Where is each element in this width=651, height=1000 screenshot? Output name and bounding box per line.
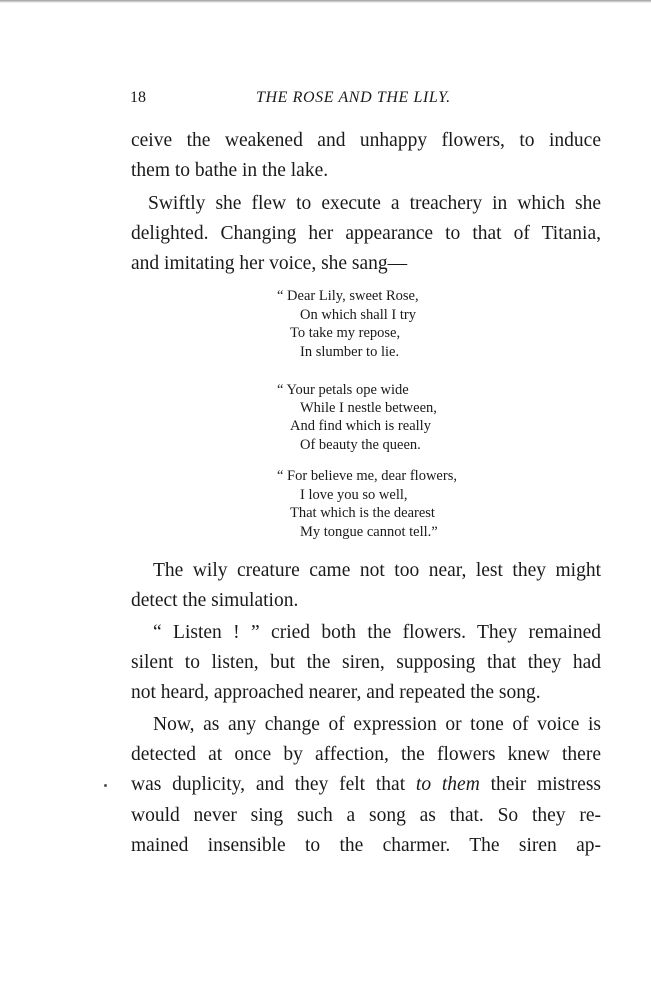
page-header [130,89,600,113]
paragraph-line: ceive the weakened and unhappy flowers, to induce [131,130,601,151]
paragraph-line: detect the simulation. [131,590,299,611]
page-number: 18 [130,89,146,106]
paragraph-line: detected at once by affection, the flowers knew there [131,744,601,765]
page-top-edge [0,0,651,3]
paragraph-line: The wily creature came not too near, lest they might [153,560,601,581]
paragraph-line: “ Listen ! ” cried both the flowers. They remained [153,622,601,643]
paragraph-line [131,774,601,796]
poem-line: And find which is really [290,418,431,434]
paragraph-line: would never sing such a song as that. So they re- [131,805,601,826]
paragraph-line: mained insensible to the charmer. The siren ap- [131,835,601,856]
poem-line: Of beauty the queen. [300,437,421,453]
running-title: THE ROSE AND THE LILY. [256,89,451,106]
poem-line: My tongue cannot tell.” [300,524,438,540]
poem-line: I love you so well, [300,487,408,503]
paragraph-line: Swiftly she flew to execute a treachery in which she [148,193,601,214]
line-text: was duplicity, and they felt that [131,774,416,795]
poem-line: In slumber to lie. [300,344,400,360]
line-text: their mistress [479,774,601,795]
paragraph-line: not heard, approached nearer, and repeated the song. [131,682,541,703]
paragraph-line: Now, as any change of expression or tone of voice is [153,714,601,735]
paragraph-line: delighted. Changing her appearance to that of Titania, [131,223,601,244]
poem-line: “ Your petals ope wide [277,382,409,398]
poem-line: To take my repose, [290,325,401,341]
poem-line: That which is the dearest [290,505,435,521]
poem-line: “ For believe me, dear flowers, [277,468,457,484]
poem-line: “ Dear Lily, sweet Rose, [277,288,419,304]
poem-line: While I nestle between, [300,400,437,416]
paragraph-line: silent to listen, but the siren, supposing that they had [131,652,601,673]
paragraph-line: them to bathe in the lake. [131,160,329,181]
italic-emphasis: to them [415,774,480,795]
paragraph-line: and imitating her voice, she sang— [131,253,408,274]
margin-speck [104,784,107,787]
poem-line: On which shall I try [300,307,416,323]
